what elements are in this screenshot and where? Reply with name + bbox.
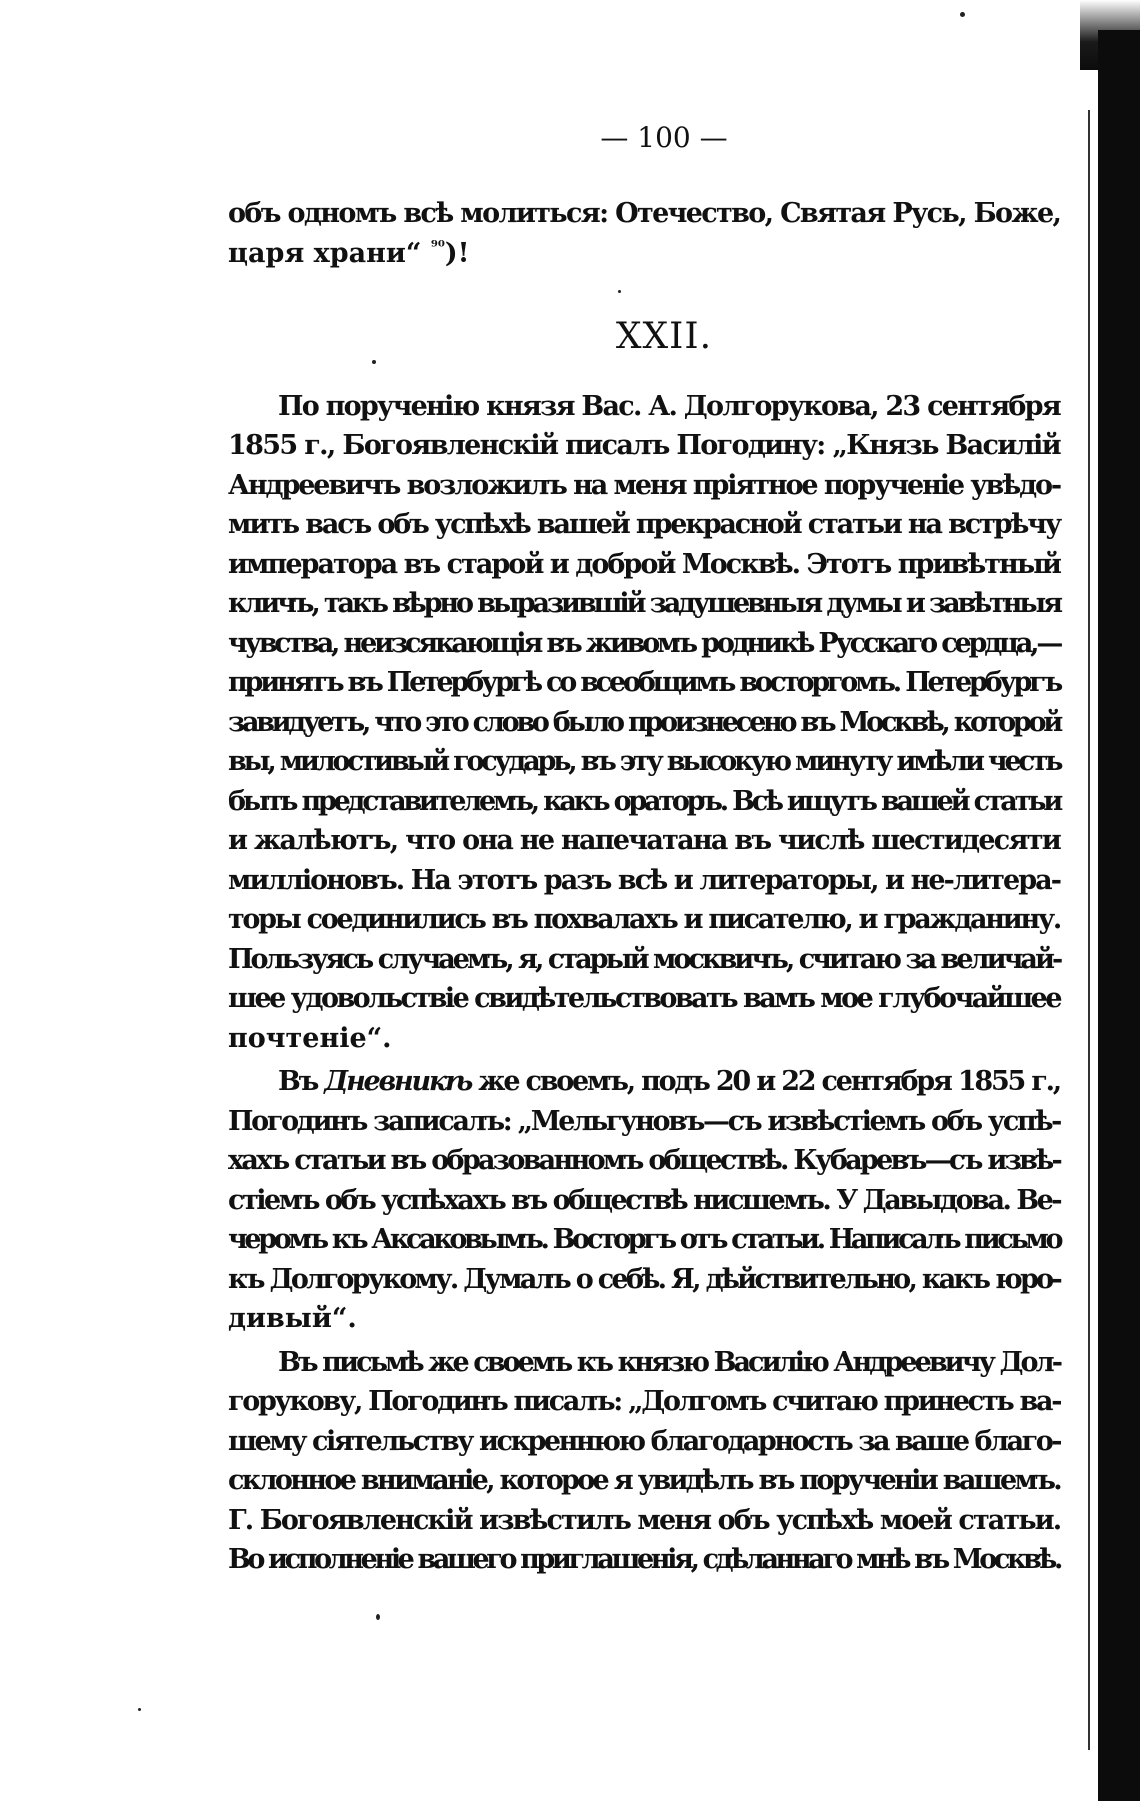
text-fragment: Въ [278, 1066, 325, 1097]
text-fragment: царя храни“ [228, 237, 431, 269]
chapter-heading: XXII. [615, 316, 713, 357]
text-line: къ Долгорукому. Думалъ о себѣ. Я, дѣйствительно, какъ юро- [228, 1263, 1060, 1295]
text-line: торы соединились въ похвалахъ и писателю, и гражданину. [228, 904, 1060, 935]
text-line: дивый“. [228, 1303, 357, 1334]
text-line: вы, милостивый государь, въ эту высокую минуту имѣли честь [228, 746, 1061, 777]
italic-title: Дневникѣ [324, 1066, 472, 1097]
text-line: Въ письмѣ же своемъ къ князю Василію Андреевичу Дол- [278, 1346, 1061, 1378]
text-line: принятъ въ Петербургѣ со всеобщимъ восторгомъ. Петербургъ [228, 667, 1060, 698]
text-line: шее удовольствіе свидѣтельствовать вамъ мое глубочайшее [228, 983, 1060, 1014]
paragraph-3 [228, 1343, 1060, 1580]
text-line: шему сіятельству искреннюю благодарность за ваше благо- [228, 1425, 1060, 1457]
text-fragment: же своемъ, подъ 20 и 22 сентября 1855 г., [471, 1066, 1060, 1097]
text-line: и жалѣютъ, что она не напечатана въ числѣ шестидесяти [228, 825, 1060, 856]
text-line: милліоновъ. На этотъ разъ всѣ и литераторы, и не-литера- [228, 864, 1060, 896]
text-line: По порученію князя Вас. А. Долгорукова, 23 сентября [278, 390, 1060, 422]
text-line: хахъ статьи въ образованномъ обществѣ. Кубаревъ—съ извѣ- [228, 1145, 1060, 1176]
text-line: горукову, Погодинъ писалъ: „Долгомъ считаю принесть ва- [228, 1386, 1061, 1417]
text-line: чувства, неизсякающія въ живомъ родникѣ Русскаго сердца,— [228, 627, 1061, 659]
text-line: быть представителемъ, какъ ораторъ. Всѣ ищутъ вашей статьи [228, 785, 1060, 817]
text-line: Андреевичъ возложилъ на меня пріятное порученіе увѣдо- [228, 469, 1060, 501]
paragraph-1 [228, 387, 1060, 1059]
text-line: кличъ, такъ вѣрно выразившій задушевныя думы и завѣтныя [228, 588, 1060, 619]
scan-speck [960, 12, 965, 17]
text-line: завидуетъ, что это слово было произнесено въ Москвѣ, которой [228, 706, 1060, 738]
text-block [228, 118, 1060, 1584]
text-line: мить васъ объ успѣхѣ вашей прекрасной статьи на встрѣчу [228, 509, 1060, 540]
text-line: 1855 г., Богоявленскій писалъ Погодину: „Князь Василій [228, 430, 1060, 461]
footnote-reference: ⁹⁰ [430, 236, 445, 256]
text-line: Погодинъ записалъ: „Мельгуновъ—съ извѣстіемъ объ успѣ- [228, 1105, 1060, 1137]
text-line: черомъ къ Аксаковымъ. Восторгъ отъ статьи. Написалъ письмо [228, 1224, 1061, 1255]
text-line [228, 1062, 1060, 1102]
text-line [228, 234, 1060, 274]
text-line: объ одномъ всѣ молиться: Отечество, Святая Русь, Боже, [228, 198, 1061, 229]
text-line: императора въ старой и доброй Москвѣ. Этотъ привѣтный [228, 548, 1060, 580]
text-line: почтеніе“. [228, 1022, 392, 1054]
text-line: Во исполненіе вашего приглашенія, сдѣланнаго мнѣ въ Москвѣ. [228, 1544, 1060, 1575]
text-line: Г. Богоявленскій извѣстилъ меня объ успѣхѣ моей статьи. [228, 1504, 1061, 1536]
scan-edge-shadow [1098, 30, 1140, 1801]
paragraph-2 [228, 1062, 1060, 1339]
scan-speck [376, 1614, 380, 1620]
text-line: стіемъ объ успѣхахъ въ обществѣ нисшемъ. У Давыдова. Ве- [228, 1184, 1061, 1216]
paragraph-continuation [228, 194, 1060, 273]
text-line: склонное вниманіе, которое я увидѣлъ въ порученіи вашемъ. [228, 1465, 1060, 1496]
text-line: Пользуясь случаемъ, я, старый москвичъ, считаю за величай- [228, 943, 1061, 975]
scan-speck [138, 1708, 141, 1711]
page-number: — 100 — [600, 121, 728, 154]
text-fragment: )! [444, 237, 470, 269]
scan-edge-line [1088, 110, 1090, 1750]
